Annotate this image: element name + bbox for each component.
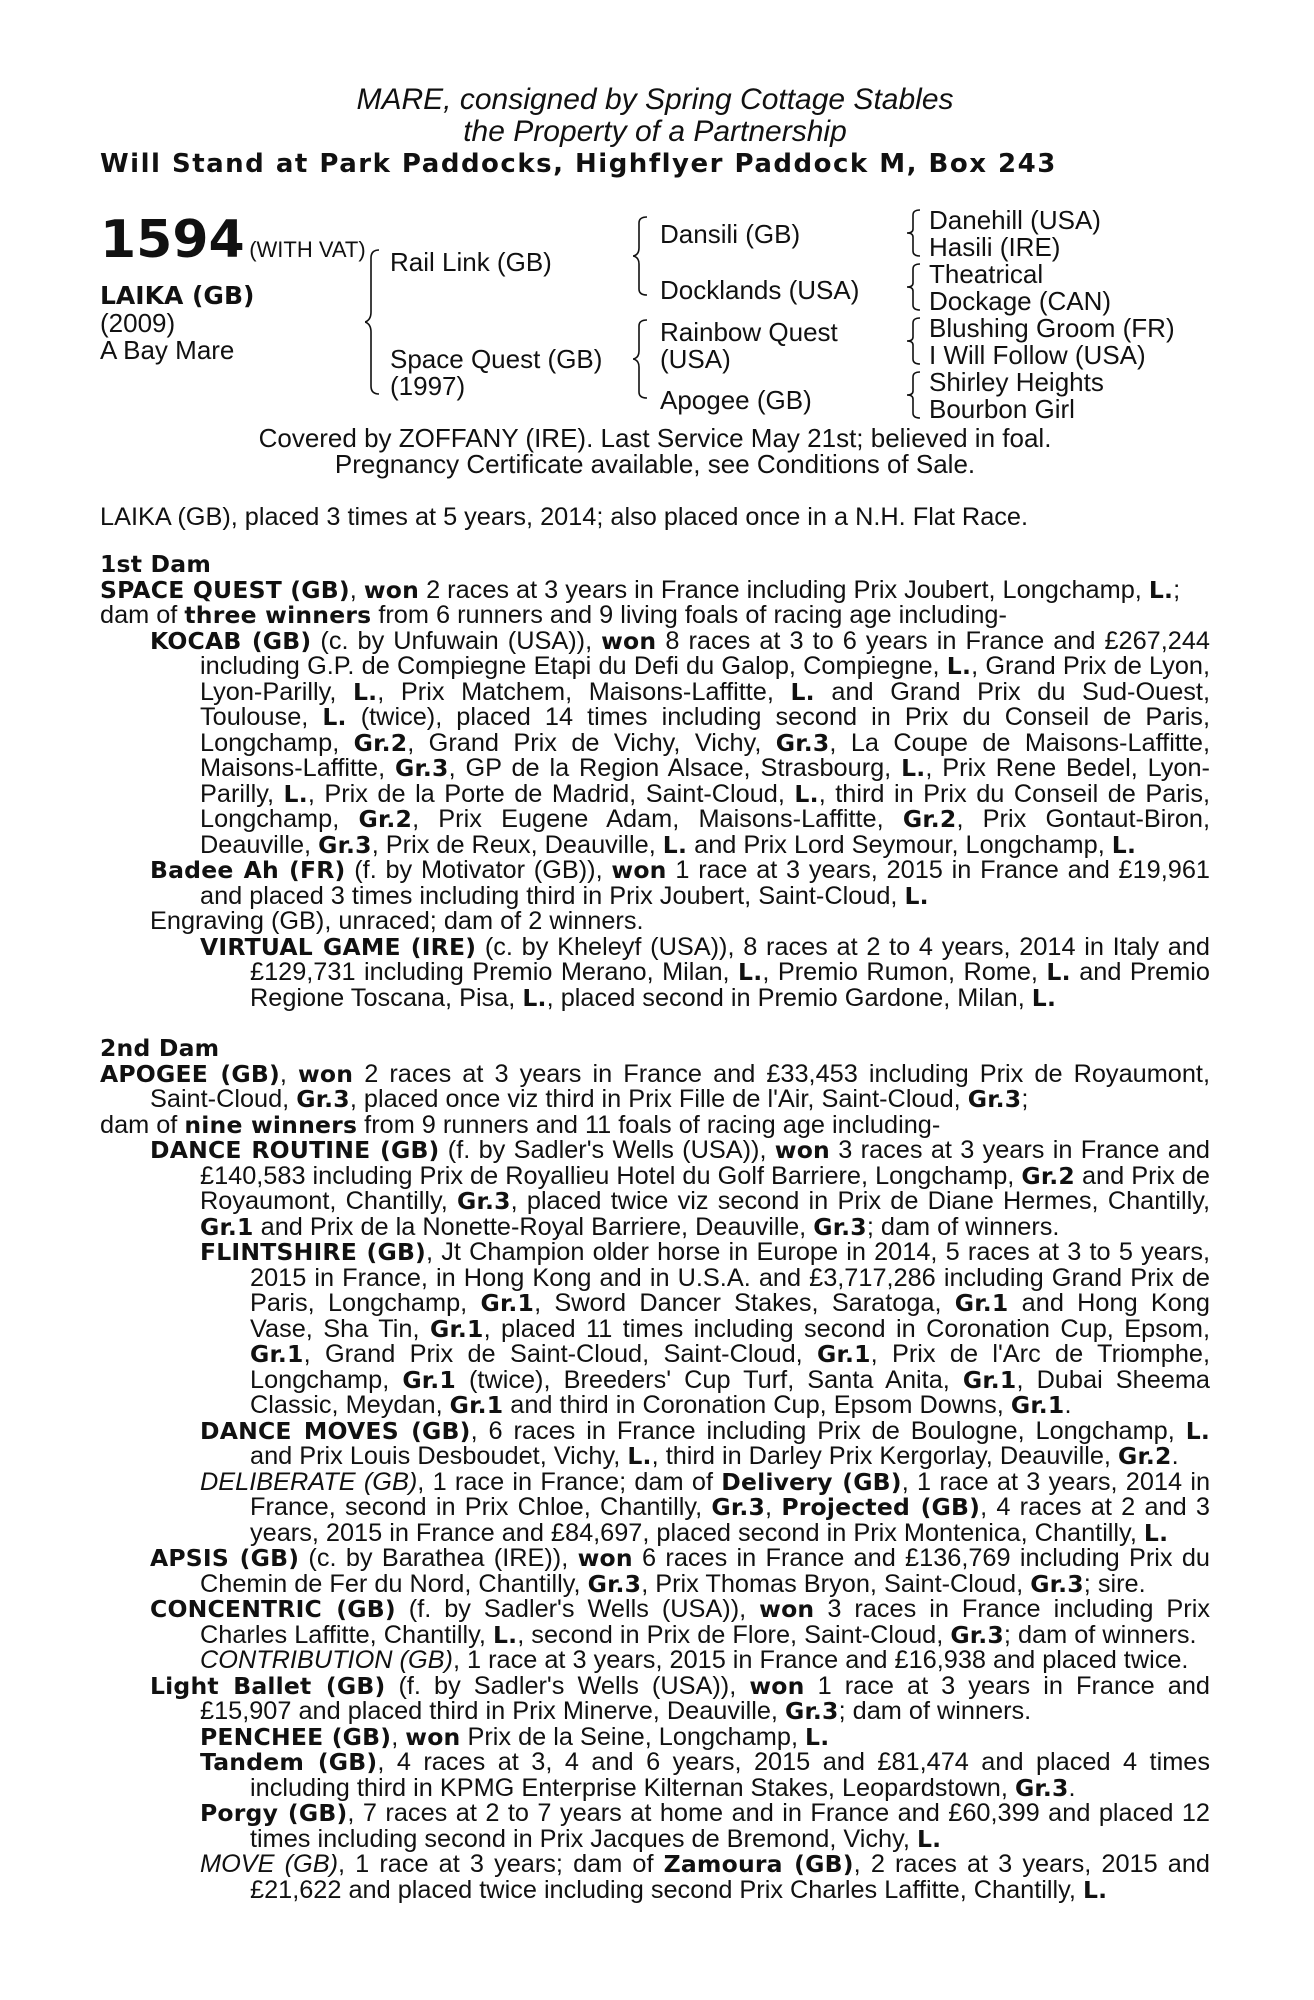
pregnancy-line: Pregnancy Certificate available, see Conditions of Sale. — [334, 449, 976, 479]
pedigree-brace-sd — [906, 262, 924, 312]
produce-penchee: PENCHEE (GB), won Prix de la Seine, Longchamp, L. — [200, 1722, 830, 1751]
pedigree-dam: Space Quest (GB) — [390, 344, 603, 374]
pedigree-dsd: I Will Follow (USA) — [929, 340, 1146, 370]
produce-tandem: Tandem (GB), 4 races at 3, 4 and 6 years, 2015 and £81,474 and placed 4 times including third in KPMG Enterprise Kilternan Stakes, Leopardstown, Gr.3. — [200, 1748, 1210, 1802]
pedigree-brace-dd — [906, 370, 924, 420]
pedigree-dam-year: (1997) — [390, 371, 466, 401]
produce-flintshire: FLINTSHIRE (GB), Jt Champion older horse in Europe in 2014, 5 races at 3 to 5 years, 2015 in France, in Hong Kong and in U.S.A. and £3,717,286 including Grand Prix de Paris, Longchamp, Gr.1, Sword Dancer Stakes, Saratoga, Gr.1 and Hong Kong Vase, Sha Tin, Gr.1, placed 11 times including second in Coronation Cup, Epsom, Gr.1, Grand Prix de Saint-Cloud, Saint-Cloud, Gr.1, Prix de l'Arc de Triomphe, Longchamp, Gr.1 (twice), Breeders' Cup Turf, Santa Anita, Gr.1, Dubai Sheema Classic, Meydan, Gr.1 and third in Coronation Cup, Epsom Downs, Gr.1. — [200, 1238, 1211, 1419]
pedigree-dss: Blushing Groom (FR) — [929, 313, 1175, 343]
second-dam-heading: 2nd Dam — [100, 1034, 220, 1062]
produce-kocab: KOCAB (GB) (c. by Unfuwain (USA)), won 8 races at 3 to 6 years in France and £267,244 including G.P. de Compiegne Etapi du Defi du Galop, Compiegne, L., Grand Prix de Lyon, Lyon-Parilly, L., Prix Matchem, Maisons-Laffitte, L. and Grand Prix du Sud-Ouest, Toulouse, L. (twice), placed 14 times including second in Prix du Conseil de Paris, Longchamp, Gr.2, Grand Prix de Vichy, Vichy, Gr.3, La Coupe de Maisons-Laffitte, Maisons-Laffitte, Gr.3, GP de la Region Alsace, Strasbourg, L., Prix Rene Bedel, Lyon-Parilly, L., Prix de la Porte de Madrid, Saint-Cloud, L., third in Prix du Conseil de Paris, Longchamp, Gr.2, Prix Eugene Adam, Maisons-Laffitte, Gr.2, Prix Gontaut-Biron, Deauville, Gr.3, Prix de Reux, Deauville, L. and Prix Lord Seymour, Longchamp, L. — [150, 626, 1210, 859]
pedigree-dds: Shirley Heights — [929, 367, 1104, 397]
first-dam-entry: SPACE QUEST (GB), won 2 races at 3 years in France including Prix Joubert, Longchamp, L.; — [100, 575, 1181, 604]
produce-dance-routine: DANCE ROUTINE (GB) (f. by Sadler's Wells (USA)), won 3 races at 3 years in France and £140,583 including Prix de Royallieu Hotel du Golf Barriere, Longchamp, Gr.2 and Prix de Royaumont, Chantilly, Gr.3, placed twice viz second in Prix de Diane Hermes, Chantilly, Gr.1 and Prix de la Nonette-Royal Barriere, Deauville, Gr.3; dam of winners. — [150, 1136, 1210, 1241]
pedigree-sds: Theatrical — [929, 259, 1044, 289]
pedigree-sire: Rail Link (GB) — [390, 247, 552, 277]
pedigree-ssd: Hasili (IRE) — [929, 232, 1061, 262]
produce-concentric: CONCENTRIC (GB) (f. by Sadler's Wells (USA)), won 3 races in France including Prix Charles Laffitte, Chantilly, L., second in Prix de Flore, Saint-Cloud, Gr.3; dam of winners. — [150, 1595, 1211, 1649]
pedigree-sire-sire: Dansili (GB) — [660, 219, 801, 249]
lot-number: 1594 — [100, 210, 245, 270]
pedigree-sss: Danehill (USA) — [929, 205, 1101, 235]
pedigree-brace-sire — [633, 215, 653, 297]
produce-engraving: Engraving (GB), unraced; dam of 2 winners. — [150, 907, 644, 935]
consignor-line: MARE, consigned by Spring Cottage Stables — [356, 83, 954, 116]
produce-deliberate: DELIBERATE (GB), 1 race in France; dam of Delivery (GB), 1 race at 3 years, 2014 in France, second in Prix Chloe, Chantilly, Gr.3, Projected (GB), 4 races at 2 and 3 years, 2015 in France and £84,697, placed second in Prix Montenica, Chantilly, L. — [200, 1467, 1211, 1547]
pedigree-brace-ss — [906, 208, 924, 258]
dam-section — [100, 552, 1210, 1903]
horse-name: LAIKA (GB) — [100, 281, 255, 310]
pedigree-brace-ds — [906, 316, 924, 366]
pedigree-ddd: Bourbon Girl — [929, 394, 1075, 424]
produce-virtual-game: VIRTUAL GAME (IRE) (c. by Kheleyf (USA)), 8 races at 2 to 4 years, 2014 in Italy and £129,731 including Premio Merano, Milan, L., Premio Rumon, Rome, L. and Premio Regione Toscana, Pisa, L., placed second in Premio Gardone, Milan, L. — [200, 932, 1210, 1012]
pedigree-dam-dam: Apogee (GB) — [660, 385, 812, 415]
horse-description: A Bay Mare — [100, 335, 235, 365]
produce-light-ballet: Light Ballet (GB) (f. by Sadler's Wells (USA)), won 1 race at 3 years in France and £15,907 and placed third in Prix Minerve, Deauville, Gr.3; dam of winners. — [150, 1671, 1211, 1725]
first-dam-heading: 1st Dam — [100, 550, 212, 578]
pedigree-sire-dam: Docklands (USA) — [660, 275, 860, 305]
second-dam-entry: APOGEE (GB), won 2 races at 3 years in France and £33,453 including Prix de Royaumont, Saint-Cloud, Gr.3, placed once viz third in Prix Fille de l'Air, Saint-Cloud, Gr.3; — [100, 1059, 1210, 1113]
vat-label: (WITH VAT) — [249, 237, 366, 262]
pedigree-sdd: Dockage (CAN) — [929, 286, 1112, 316]
produce-move: MOVE (GB), 1 race at 3 years; dam of Zamoura (GB), 2 races at 3 years, 2015 and £21,622 and placed twice including second Prix Charles Laffitte, Chantilly, L. — [200, 1850, 1210, 1904]
pedigree-dam-sire: Rainbow Quest — [660, 317, 838, 347]
property-line: the Property of a Partnership — [463, 115, 847, 148]
horse-record: LAIKA (GB), placed 3 times at 5 years, 2014; also placed once in a N.H. Flat Race. — [100, 503, 1029, 531]
pedigree-brace-dam — [633, 318, 653, 400]
produce-porgy: Porgy (GB), 7 races at 2 to 7 years at home and in France and £60,399 and placed 12 times including second in Prix Jacques de Bremond, Vichy, L. — [200, 1799, 1210, 1853]
lot-number-block — [100, 212, 366, 268]
covered-line: Covered by ZOFFANY (IRE). Last Service May 21st; believed in foal. — [258, 423, 1052, 453]
foaling-year: (2009) — [100, 308, 176, 338]
first-dam-produce-summary: dam of three winners from 6 runners and 9 living foals of racing age including- — [100, 601, 1007, 629]
pedigree-brace-main — [365, 248, 385, 396]
produce-apsis: APSIS (GB) (c. by Barathea (IRE)), won 6 races in France and £136,769 including Prix du Chemin de Fer du Nord, Chantilly, Gr.3, Prix Thomas Bryon, Saint-Cloud, Gr.3; sire. — [150, 1544, 1210, 1598]
pedigree-dam-sire-country: (USA) — [660, 344, 731, 374]
produce-contribution: CONTRIBUTION (GB), 1 race at 3 years, 2015 in France and £16,938 and placed twice. — [200, 1646, 1189, 1674]
stand-location-line: Will Stand at Park Paddocks, Highflyer Paddock M, Box 243 — [100, 149, 1057, 179]
second-dam-produce-summary: dam of nine winners from 9 runners and 11 foals of racing age including- — [100, 1110, 941, 1139]
produce-dance-moves: DANCE MOVES (GB), 6 races in France including Prix de Boulogne, Longchamp, L. and Prix Louis Desboudet, Vichy, L., third in Darley Prix Kergorlay, Deauville, Gr.2. — [200, 1416, 1210, 1470]
produce-badee-ah: Badee Ah (FR) (f. by Motivator (GB)), won 1 race at 3 years, 2015 in France and £19,961 and placed 3 times including third in Prix Joubert, Saint-Cloud, L. — [150, 856, 1210, 910]
